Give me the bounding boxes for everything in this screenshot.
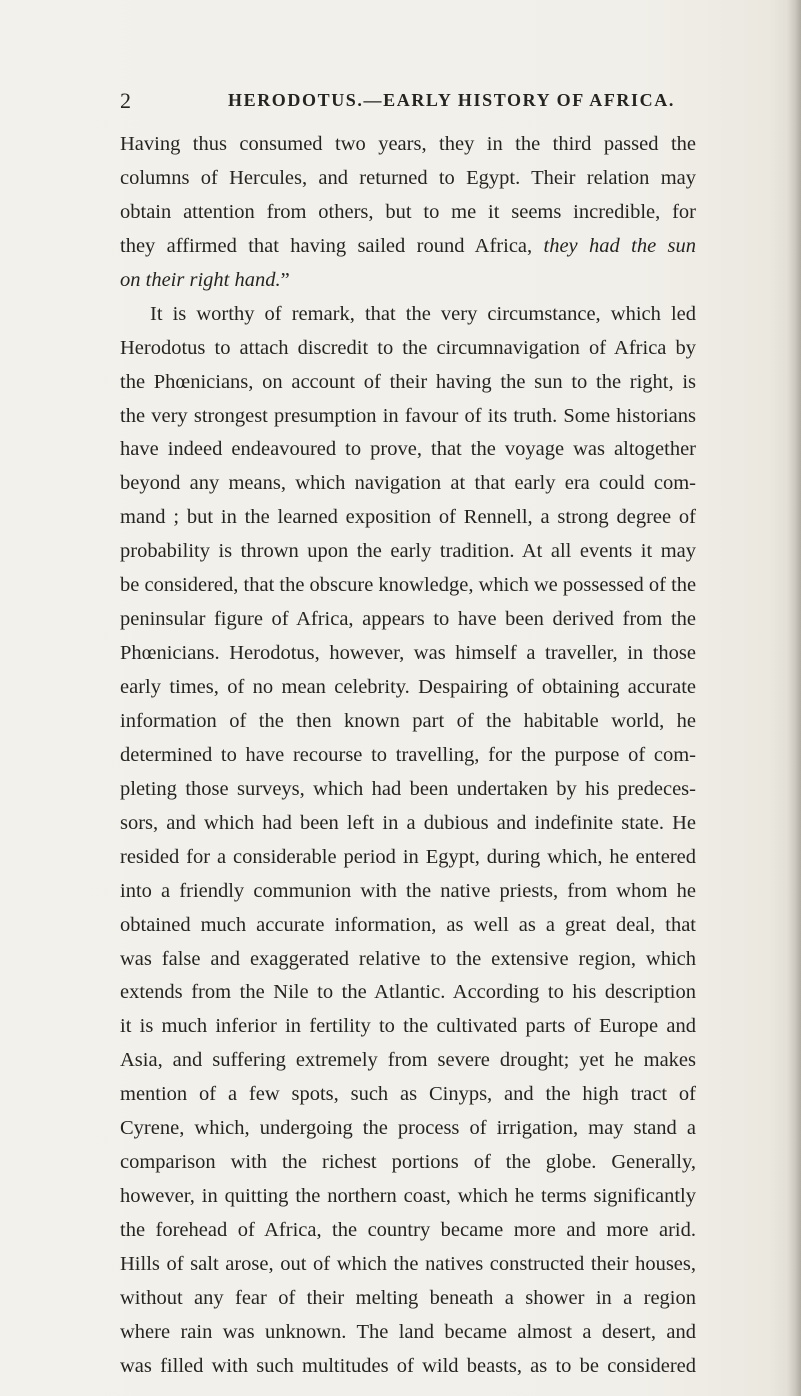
text-line: determined to have recourse to travelling, for the purpose of com- [120,743,696,766]
text-line [120,230,696,264]
text-run: they affirmed that having sailed round Africa, [120,234,544,257]
text-line: sors, and which had been left in a dubious and indefinite state. He [120,811,696,834]
body-text [120,128,696,1384]
text-line: mand ; but in the learned exposition of Rennell, a strong degree of [120,506,696,529]
text-line: was false and exaggerated relative to the extensive region, which [120,947,696,970]
italic-quote: on their right hand. [120,268,281,291]
text-line: Having thus consumed two years, they in the third passed the [120,133,696,155]
running-head-title: HERODOTUS.—EARLY HISTORY OF AFRICA. [228,90,675,110]
text-line: comparison with the richest portions of the globe. Generally, [120,1151,696,1174]
page-edge-shadow [787,0,801,1396]
closing-quote-mark: ” [280,268,290,291]
text-line: however, in quitting the northern coast, which he terms significantly [120,1185,696,1208]
text-line: Cyrene, which, undergoing the process of irrigation, may stand a [120,1117,696,1140]
text-line: probability is thrown upon the early tradition. At all events it may [120,540,696,563]
text-line [120,264,696,298]
text-line: obtained much accurate information, as well as a great deal, that [120,913,696,936]
text-line: into a friendly communion with the native priests, from whom he [120,879,696,902]
text-line: extends from the Nile to the Atlantic. According to his description [120,981,696,1004]
text-line: Asia, and suffering extremely from severe drought; yet he makes [120,1049,696,1072]
text-line: Herodotus to attach discredit to the circumnavigation of Africa by [120,336,696,359]
text-line: peninsular figure of Africa, appears to have been derived from the [120,608,696,631]
text-line: early times, of no mean celebrity. Despairing of obtaining accurate [120,676,696,698]
text-line: columns of Hercules, and returned to Egypt. Their relation may [120,166,696,189]
text-line: be considered, that the obscure knowledge, which we possessed of the [120,574,697,597]
text-line: information of the then known part of the habitable world, he [120,709,696,732]
text-line: the forehead of Africa, the country became more and more arid. [120,1219,696,1241]
text-line: have indeed endeavoured to prove, that the voyage was altogether [120,438,696,461]
running-head [120,88,800,116]
text-line: without any fear of their melting beneath a shower in a region [120,1286,696,1309]
paragraph-first-line: It is worthy of remark, that the very circumstance, which led [150,302,696,325]
text-line: resided for a considerable period in Egypt, during which, he entered [120,845,696,868]
text-line: the Phœnicians, on account of their having the sun to the right, is [120,370,696,393]
text-line: Phœnicians. Herodotus, however, was himself a traveller, in those [120,642,696,665]
text-line: it is much inferior in fertility to the cultivated parts of Europe and [120,1015,696,1038]
text-line: where rain was unknown. The land became almost a desert, and [120,1320,696,1343]
text-line: was filled with such multitudes of wild beasts, as to be considered [120,1354,696,1377]
italic-quote: they had the sun [543,234,696,257]
text-line: beyond any means, which navigation at that early era could com- [120,472,696,495]
text-line: mention of a few spots, such as Cinyps, and the high tract of [120,1083,696,1106]
text-line: pleting those surveys, which had been undertaken by his predeces- [120,777,696,800]
text-line: Hills of salt arose, out of which the natives constructed their houses, [120,1252,696,1275]
text-line: obtain attention from others, but to me it seems incredible, for [120,200,696,223]
page-number: 2 [120,88,132,113]
text-line: the very strongest presumption in favour of its truth. Some historians [120,404,696,427]
